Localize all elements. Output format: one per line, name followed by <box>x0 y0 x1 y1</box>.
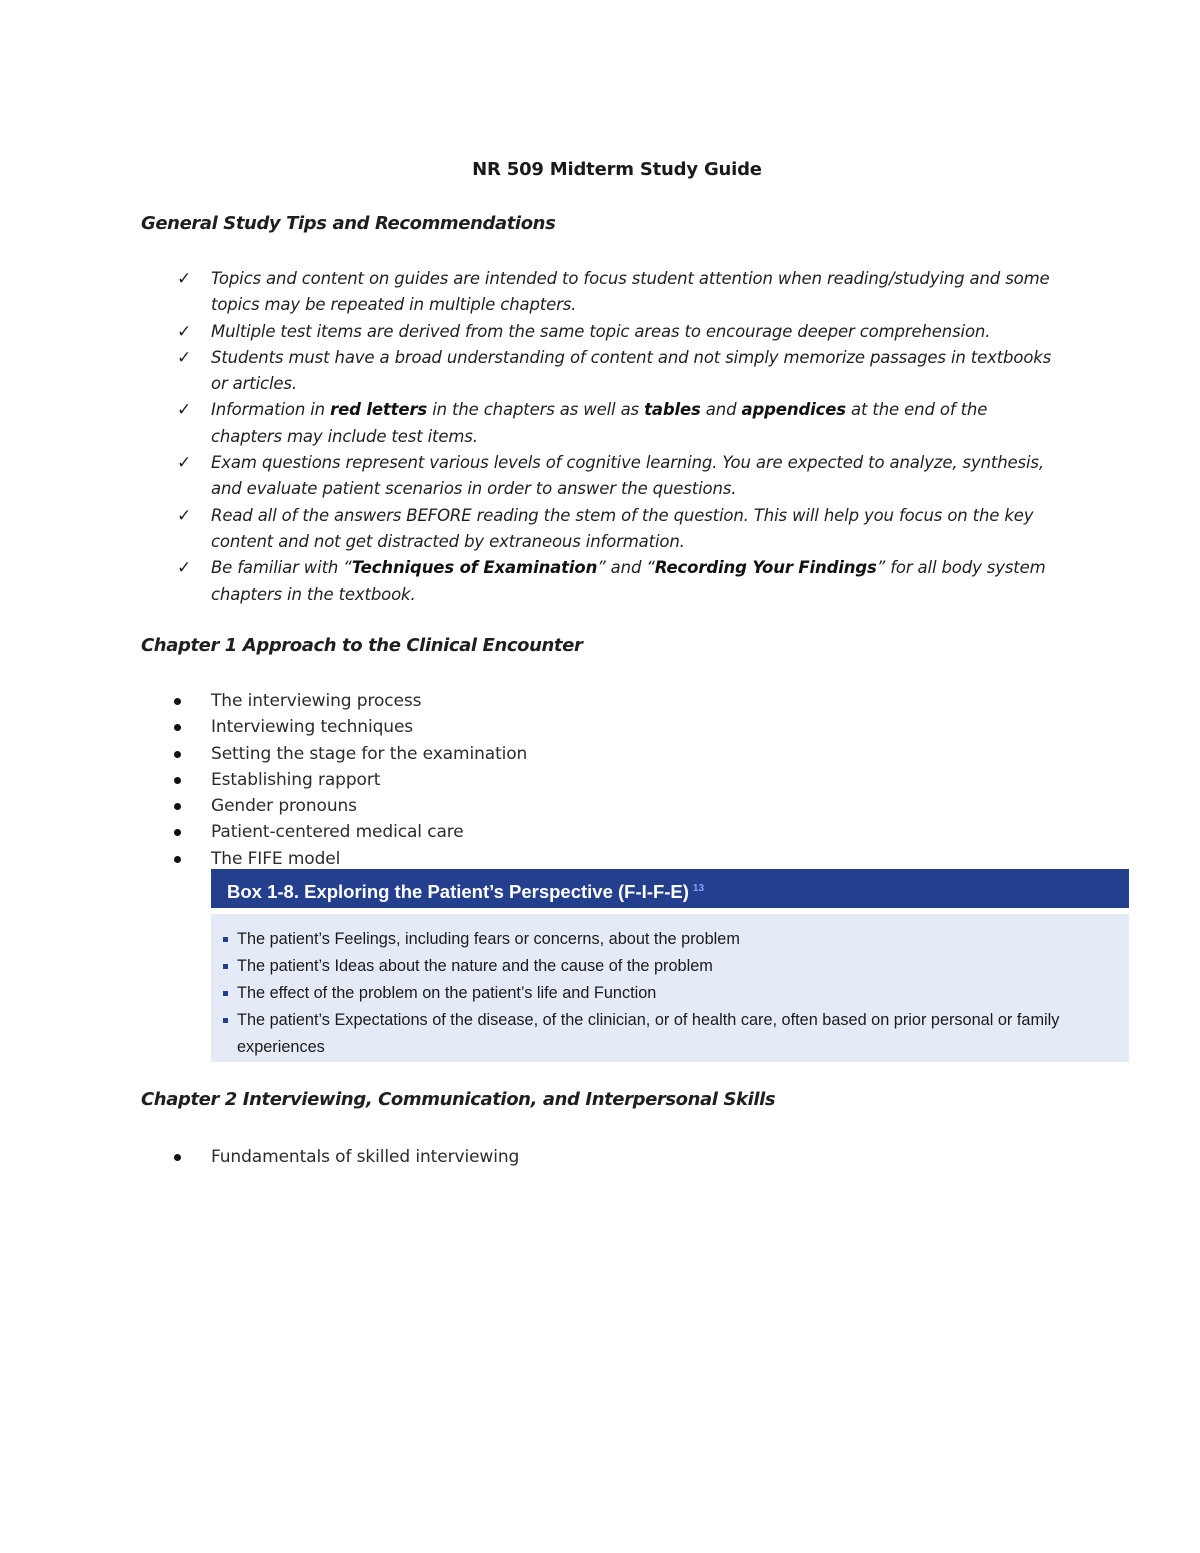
fife-box-title-text: Box 1-8. Exploring the Patient’s Perspective (F-I-F-E) <box>227 881 689 903</box>
list-item <box>0 714 527 740</box>
fife-box-body <box>211 914 1129 1062</box>
emphasis-techniques: Techniques of Examination <box>351 558 598 578</box>
topic-text: Establishing rapport <box>211 769 381 790</box>
square-bullet-icon <box>223 1018 228 1023</box>
chapter-1-topic-list <box>0 688 527 872</box>
study-tip-item <box>0 345 1061 398</box>
fife-item-text: The patient’s Feelings, including fears or concerns, about the problem <box>237 930 740 948</box>
study-tip-item <box>0 319 1061 345</box>
general-tips-heading: General Study Tips and Recommendations <box>141 213 556 234</box>
square-bullet-icon <box>223 937 228 942</box>
fife-item-text: The patient’s Ideas about the nature and the cause of the problem <box>237 957 713 975</box>
bullet-icon <box>174 751 181 758</box>
tip-text: Read all of the answers BEFORE reading the stem of the question. This will help you focus on the key content and not get distracted by extraneous information. <box>211 505 1034 551</box>
list-item <box>0 741 527 767</box>
tip-text: Information in <box>211 400 331 420</box>
checkmark-icon: ✓ <box>177 558 192 579</box>
emphasis-recording: Recording Your Findings <box>654 558 877 578</box>
list-item <box>0 793 527 819</box>
bullet-icon <box>174 1154 181 1161</box>
checkmark-icon: ✓ <box>177 321 192 342</box>
topic-text: Interviewing techniques <box>211 717 414 738</box>
bullet-icon <box>174 829 181 836</box>
tip-text: ” and “ <box>597 558 655 578</box>
fife-item-text: The patient’s Expectations of the disease, of the clinician, or of health care, often based on prior personal or family experiences <box>237 1011 1060 1056</box>
study-tip-item <box>0 555 1061 608</box>
list-item <box>0 688 527 714</box>
bullet-icon <box>174 803 181 810</box>
tip-text: ” for all body system chapters in the textbook. <box>211 558 1046 604</box>
topic-text: The interviewing process <box>211 691 422 711</box>
tip-text: Students must have a broad understanding of content and not simply memorize passages in textbooks or articles. <box>211 347 1052 394</box>
emphasis-tables: tables <box>644 400 701 420</box>
square-bullet-icon <box>223 964 228 969</box>
reference-link[interactable]: 13 <box>692 883 705 894</box>
study-tips-list <box>0 266 1061 608</box>
fife-box <box>211 869 1129 1062</box>
checkmark-icon: ✓ <box>177 400 192 421</box>
tip-text: Exam questions represent various levels of cognitive learning. You are expected to analyze, synthesis, and evaluate patient scenarios in order to answer the questions. <box>211 453 1044 499</box>
list-item <box>0 1144 519 1170</box>
checkmark-icon: ✓ <box>177 505 192 526</box>
tip-text: Be familiar with “ <box>211 558 352 578</box>
tip-text: and <box>700 400 742 420</box>
emphasis-red-letters: red letters <box>330 400 428 420</box>
chapter-1-heading: Chapter 1 Approach to the Clinical Encounter <box>141 635 583 656</box>
square-bullet-icon <box>223 991 228 996</box>
topic-text: Patient-centered medical care <box>211 822 464 843</box>
topic-text: The FIFE model <box>211 848 341 869</box>
fife-list-item <box>237 1007 1109 1061</box>
list-item <box>0 767 527 793</box>
tip-text: at the end of the chapters may include test items. <box>211 400 988 446</box>
checkmark-icon: ✓ <box>177 347 192 368</box>
study-tip-item <box>0 266 1061 319</box>
study-tip-item <box>0 503 1061 556</box>
fife-list-item <box>237 980 1109 1007</box>
bullet-icon <box>174 724 181 731</box>
tip-text: Topics and content on guides are intended to focus student attention when reading/studying and some topics may be repeated in multiple chapters. <box>211 269 1050 315</box>
topic-text: Fundamentals of skilled interviewing <box>211 1147 520 1167</box>
bullet-icon <box>174 856 181 863</box>
study-tip-item <box>0 397 1061 450</box>
tip-text: in the chapters as well as <box>427 400 645 420</box>
checkmark-icon: ✓ <box>177 269 192 289</box>
topic-text: Setting the stage for the examination <box>211 743 528 764</box>
fife-list-item <box>237 953 1109 980</box>
emphasis-appendices: appendices <box>741 400 846 420</box>
fife-box-title <box>211 869 1129 908</box>
bullet-icon <box>174 698 181 705</box>
tip-text: Multiple test items are derived from the same topic areas to encourage deeper comprehension. <box>211 321 991 341</box>
checkmark-icon: ✓ <box>177 453 192 474</box>
bullet-icon <box>174 777 181 784</box>
fife-item-text: The effect of the problem on the patient’s life and Function <box>237 984 657 1002</box>
chapter-2-topic-list <box>0 1144 519 1170</box>
chapter-2-heading: Chapter 2 Interviewing, Communication, and Interpersonal Skills <box>141 1089 776 1110</box>
topic-text: Gender pronouns <box>211 796 357 817</box>
fife-list-item <box>237 926 1109 953</box>
list-item <box>0 819 527 845</box>
document-title: NR 509 Midterm Study Guide <box>472 159 762 180</box>
study-tip-item <box>0 450 1061 503</box>
